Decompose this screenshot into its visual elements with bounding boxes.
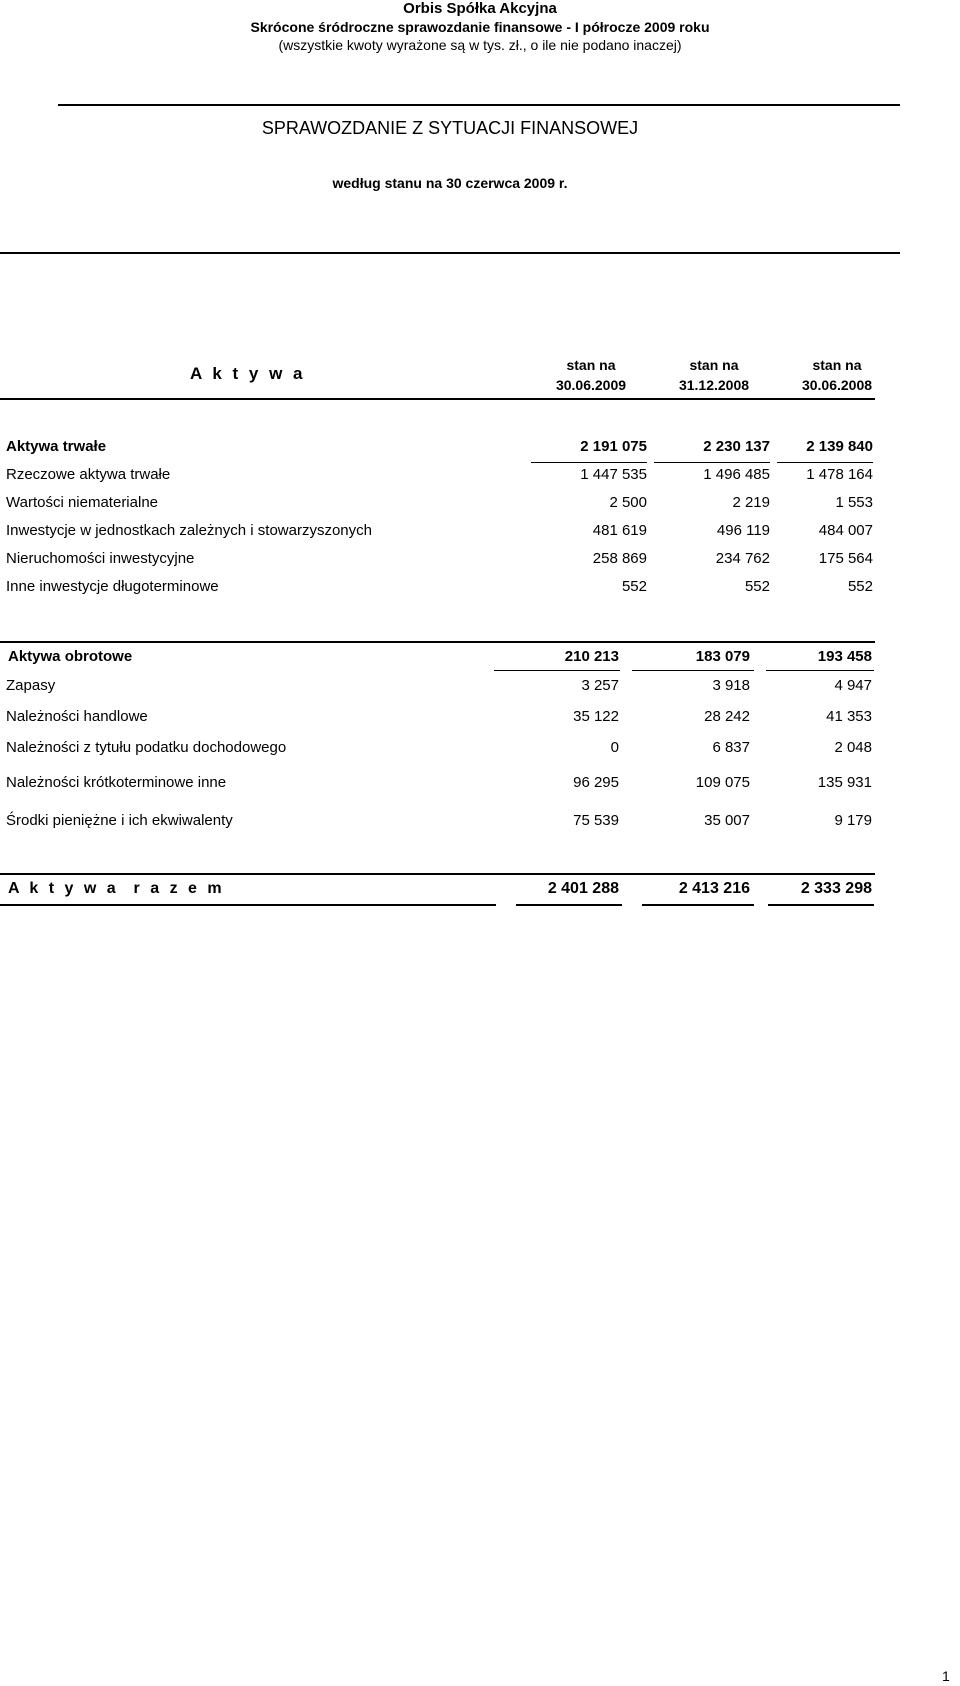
row-value-2: 3 918 (712, 677, 750, 694)
total-assets-label: A k t y w a r a z e m (8, 880, 225, 897)
row-value-2: 109 075 (695, 774, 750, 791)
row-value-3: 4 947 (834, 677, 872, 694)
row-value-2: 496 119 (716, 522, 770, 539)
current-assets-label: Aktywa obrotowe (8, 648, 133, 665)
total-assets-value-1: 2 401 288 (547, 880, 619, 897)
document-subtitle: Skrócone śródroczne sprawozdanie finansowe - I półrocze 2009 roku (250, 19, 710, 35)
row-label: Należności z tytułu podatku dochodowego (6, 739, 287, 756)
fixed-assets-value-2: 2 230 137 (703, 438, 770, 455)
current-assets-value-2: 183 079 (695, 648, 750, 665)
row-label: Inne inwestycje długoterminowe (6, 578, 219, 595)
page-number: 1 (942, 1668, 950, 1684)
current-assets-value-1: 210 213 (564, 648, 619, 665)
amounts-note: (wszystkie kwoty wyrażone są w tys. zł., o ile nie podano inaczej) (278, 37, 682, 53)
current-assets-value-3: 193 458 (817, 648, 872, 665)
fixed-assets-label: Aktywa trwałe (6, 438, 107, 455)
report-title: SPRAWOZDANIE Z SYTUACJI FINANSOWEJ (261, 118, 639, 138)
row-label: Środki pieniężne i ich ekwiwalenty (6, 812, 233, 829)
row-value-2: 35 007 (704, 812, 750, 829)
row-label: Należności handlowe (6, 708, 148, 725)
row-value-3: 9 179 (834, 812, 872, 829)
assets-heading: A k t y w a (190, 364, 306, 383)
row-value-3: 41 353 (826, 708, 872, 725)
fixed-assets-value-1: 2 191 075 (580, 438, 647, 455)
row-value-1: 2 500 (609, 494, 647, 511)
total-underline-label (0, 904, 496, 906)
column-header-1 (531, 355, 651, 395)
row-value-3: 1 478 164 (806, 466, 873, 483)
row-label: Inwestycje w jednostkach zależnych i stowarzyszonych (6, 522, 372, 539)
column-header-3-line2: 30.06.2008 (801, 377, 873, 393)
total-assets-value-2: 2 413 216 (678, 880, 750, 897)
total-underline-2 (642, 904, 754, 906)
report-date: według stanu na 30 czerwca 2009 r. (332, 175, 568, 191)
current-assets-underline-1 (494, 670, 620, 671)
total-assets-value-3: 2 333 298 (800, 880, 872, 897)
row-value-3: 552 (847, 578, 873, 595)
column-header-1-line2: 30.06.2009 (555, 377, 627, 393)
row-value-1: 552 (621, 578, 647, 595)
total-underline-3 (768, 904, 874, 906)
row-value-3: 175 564 (818, 550, 873, 567)
divider-header (0, 252, 900, 254)
row-value-1: 35 122 (573, 708, 619, 725)
column-header-2 (654, 355, 774, 395)
current-assets-underline-2 (632, 670, 754, 671)
row-value-3: 2 048 (834, 739, 872, 756)
row-value-2: 234 762 (715, 550, 770, 567)
total-underline-1 (516, 904, 622, 906)
row-value-1: 1 447 535 (580, 466, 647, 483)
row-label: Rzeczowe aktywa trwałe (6, 466, 171, 483)
column-header-3 (777, 355, 897, 395)
company-name: Orbis Spółka Akcyjna (403, 0, 557, 17)
row-value-3: 484 007 (818, 522, 873, 539)
row-value-1: 258 869 (592, 550, 647, 567)
row-label: Zapasy (6, 677, 56, 694)
column-header-underline (0, 398, 875, 400)
current-assets-underline-3 (766, 670, 874, 671)
row-value-1: 0 (610, 739, 619, 756)
row-value-1: 481 619 (592, 522, 647, 539)
row-value-1: 3 257 (581, 677, 619, 694)
row-value-2: 2 219 (732, 494, 770, 511)
fixed-assets-underline-2 (654, 462, 770, 463)
column-header-3-line1: stan na (812, 357, 862, 373)
fixed-assets-underline-1 (531, 462, 647, 463)
divider-top (58, 104, 900, 106)
row-value-2: 28 242 (704, 708, 750, 725)
row-label: Wartości niematerialne (6, 494, 158, 511)
current-assets-topline (0, 641, 875, 643)
column-header-1-line1: stan na (566, 357, 616, 373)
row-value-3: 1 553 (835, 494, 873, 511)
total-topline (0, 873, 875, 875)
row-label: Należności krótkoterminowe inne (6, 774, 227, 791)
row-value-1: 96 295 (573, 774, 619, 791)
fixed-assets-underline-3 (777, 462, 873, 463)
column-header-2-line1: stan na (689, 357, 739, 373)
row-label: Nieruchomości inwestycyjne (6, 550, 195, 567)
row-value-1: 75 539 (573, 812, 619, 829)
row-value-2: 1 496 485 (703, 466, 770, 483)
row-value-2: 6 837 (712, 739, 750, 756)
row-value-3: 135 931 (817, 774, 872, 791)
row-value-2: 552 (744, 578, 770, 595)
column-header-2-line2: 31.12.2008 (678, 377, 750, 393)
fixed-assets-value-3: 2 139 840 (806, 438, 873, 455)
